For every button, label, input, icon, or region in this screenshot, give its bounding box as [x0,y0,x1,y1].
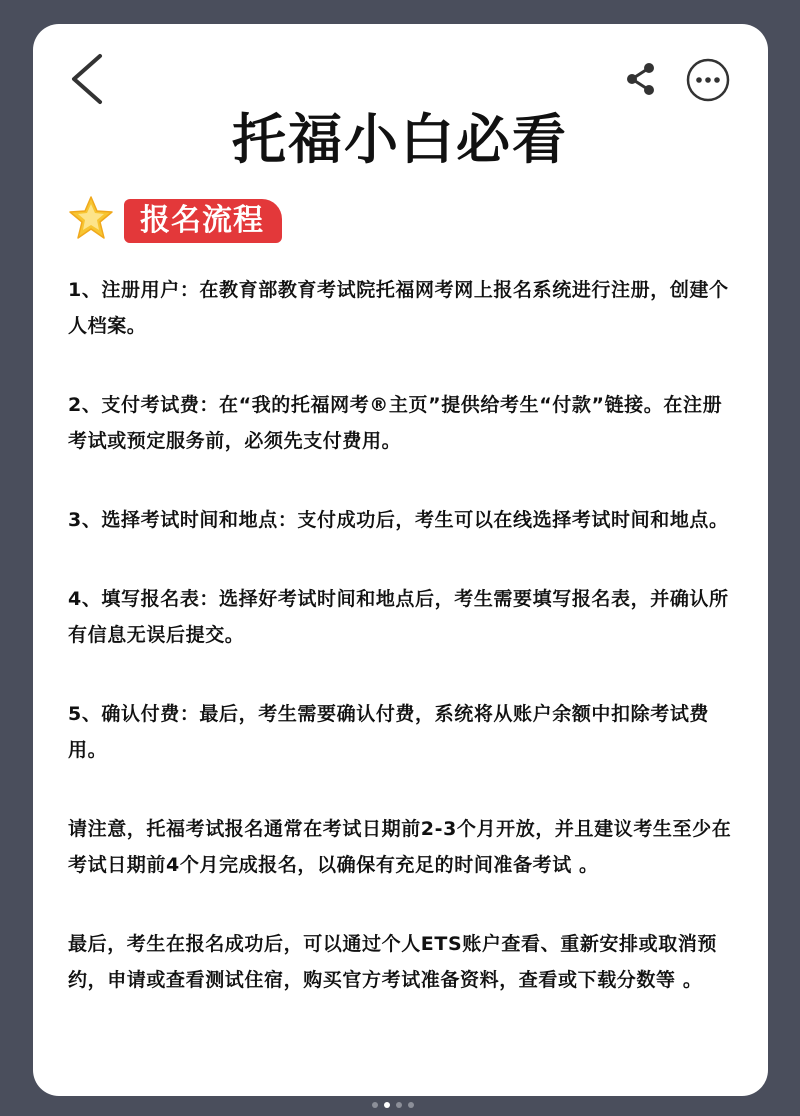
more-button[interactable] [686,58,730,102]
paragraph-step-5: 5、确认付费：最后，考生需要确认付费，系统将从账户余额中扣除考试费用。 [68,703,710,761]
paragraph-final: 最后，考生在报名成功后，可以通过个人ETS账户查看、重新安排或取消预约，申请或查看测试住宿，购买官方考试准备资料，查看或下载分数等 。 [68,933,718,991]
paragraph-note: 请注意，托福考试报名通常在考试日期前2-3个月开放，并且建议考生至少在考试日期前4个月完成报名，以确保有充足的时间准备考试 。 [68,818,732,876]
paragraph-step-1: 1、注册用户：在教育部教育考试院托福网考网上报名系统进行注册，创建个人档案。 [68,279,729,337]
page-dot[interactable] [408,1102,414,1108]
share-icon [622,60,660,98]
section-badge: 报名流程 [124,199,282,243]
page-dot[interactable] [372,1102,378,1108]
paragraph-step-3: 3、选择考试时间和地点：支付成功后，考生可以在线选择考试时间和地点。 [68,509,729,531]
page-indicator [372,1100,414,1110]
paragraph-step-4: 4、填写报名表：选择好考试时间和地点后，考生需要填写报名表，并确认所有信息无误后提交。 [68,588,729,646]
chevron-left-icon [66,50,110,108]
share-button[interactable] [622,60,660,98]
back-button[interactable] [66,50,110,108]
article-body [68,272,736,1041]
page-title: 托福小白必看 [232,108,568,171]
page-dot-active[interactable] [384,1102,390,1108]
star-icon [68,195,114,241]
page-dot[interactable] [396,1102,402,1108]
paragraph-step-2: 2、支付考试费：在“我的托福网考®主页”提供给考生“付款”链接。在注册考试或预定服务前，必须先支付费用。 [68,394,723,452]
more-horizontal-icon [686,58,730,102]
